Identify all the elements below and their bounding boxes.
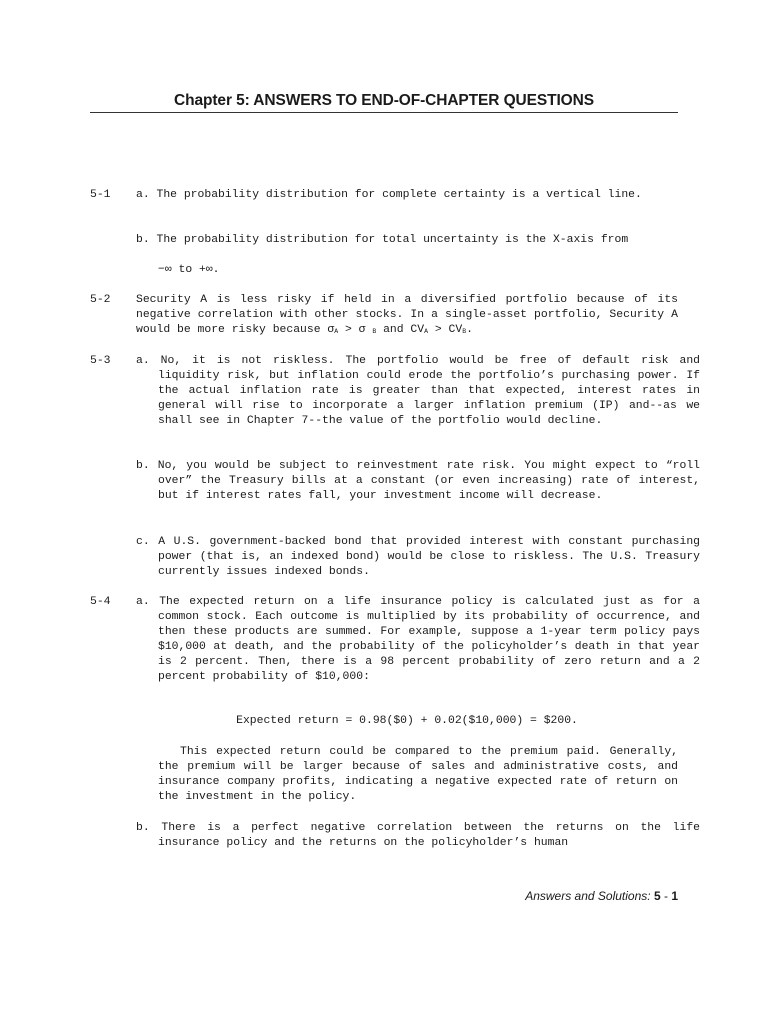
expected-return-equation: Expected return = 0.98($0) + 0.02($10,000) = $200. [236,715,578,727]
question-number: 5-4 [90,596,111,608]
footer-separator: - [663,889,668,903]
question-number: 5-1 [90,189,111,201]
page-footer [525,889,678,903]
footer-label: Answers and Solutions: [525,889,651,903]
answer-5-3-a: a. No, it is not riskless. The portfolio would be free of default risk and liquidity risk, but inflation could erode the portfolio’s purchasing power. If the actual inflation rate is greater than that expected, interest rates in general will rise to incorporate a larger inflation premium (IP) and--as we shall see in Chapter 7--the value of the portfolio would decline. [136,355,700,428]
page-title: Chapter 5: ANSWERS TO END-OF-CHAPTER QUESTIONS [174,92,594,109]
answer-5-1-b-range: −∞ to +∞. [158,264,220,276]
answer-5-3-b: b. No, you would be subject to reinvestment rate risk. You might expect to “roll over” the Treasury bills at a constant (or even increasing) rate of interest, but if interest rates fall, your investment income will decrease. [136,460,700,503]
answer-5-4-a-continued: This expected return could be compared to the premium paid. Generally, the premium will be larger because of sales and administrative costs, and insurance company profits, indicating a negative expected rate of return on the investment in the policy. [158,746,678,804]
footer-chapter: 5 [653,889,661,903]
answer-5-1-a: a. The probability distribution for complete certainty is a vertical line. [136,189,642,201]
answer-5-2: Security A is less risky if held in a diversified portfolio because of its negative correlation with other stocks. In a single-asset portfolio, Security A would be more risky because σA > σ B and CVA > CVB. [136,294,678,337]
answer-5-3-c: c. A U.S. government-backed bond that provided interest with constant purchasing power (that is, an indexed bond) would be close to riskless. The U.S. Treasury currently issues indexed bonds. [136,536,700,579]
answer-5-4-b: b. There is a perfect negative correlation between the returns on the life insurance policy and the returns on the policyholder’s human [136,822,700,850]
answer-5-1-b: b. The probability distribution for total uncertainty is the X-axis from [136,234,629,246]
answer-5-4-a: a. The expected return on a life insurance policy is calculated just as for a common stock. Each outcome is multiplied by its probability of occurrence, and then these products are summed. For example, suppose a 1-year term policy pays $10,000 at death, and the probability of the policyholder’s death in that year is 2 percent. Then, there is a 98 percent probability of zero return and a 2 percent probability of $10,000: [136,596,700,684]
footer-page-number: 1 [671,889,678,903]
question-number: 5-2 [90,294,111,306]
title-rule [90,112,678,113]
question-number: 5-3 [90,355,111,367]
